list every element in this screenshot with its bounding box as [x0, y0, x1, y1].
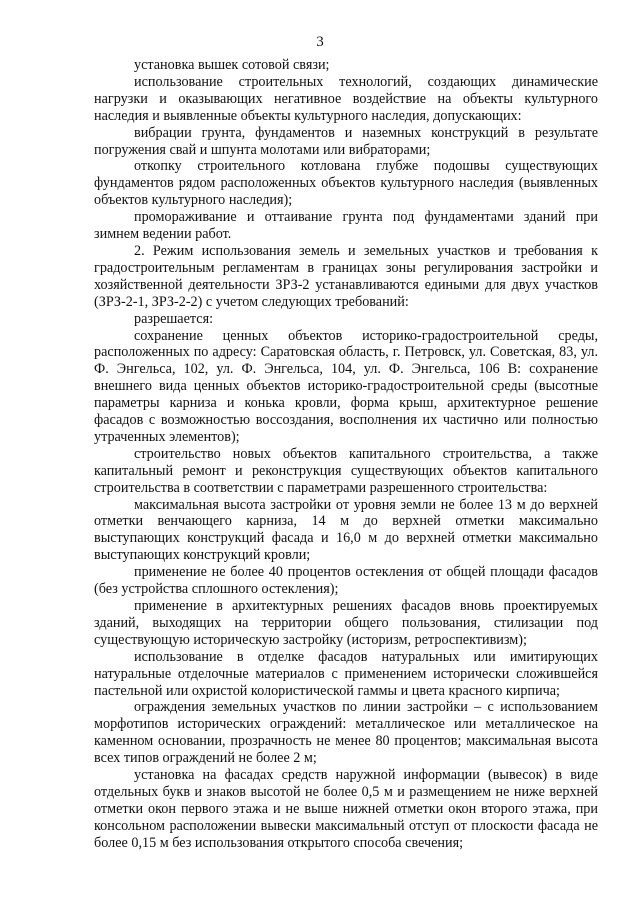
document-body — [94, 57, 598, 852]
paragraph-new-construction: строительство новых объектов капитального строительства, а также капитальный ремонт и реконструкция существующих объектов капитального строительства в соответствии с параметрами разрешенного строительства: — [94, 445, 598, 496]
paragraph-facade-stylization: применение в архитектурных решениях фасадов вновь проектируемых зданий, выходящих на территории общего пользования, стилизации под существующую историческую застройку (историзм, ретроспективизм); — [94, 598, 598, 648]
paragraph-permitted: разрешается: — [134, 310, 214, 327]
paragraph-max-height: максимальная высота застройки от уровня земли не более 13 м до верхней отметки венчающего карниза, 14 м до верхней отметки максимально выступающих конструкций фасада и 16,0 м до верхней отметки максимально выступающих конструкций кровли; — [94, 496, 598, 564]
paragraph-glazing: применение не более 40 процентов остекления от общей площади фасадов (без устройства сплошного остекления); — [94, 564, 598, 598]
paragraph-pit-excavation: откопку строительного котлована глубже подошвы существующих фундаментов рядом расположенных объектов культурного наследия (выявленных объектов культурного наследия); — [94, 158, 598, 209]
paragraph-signage: установка на фасадах средств наружной информации (вывесок) в виде отдельных букв и знаков высотой не более 0,5 м и размещением не ниже верхней отметки окон первого этажа и не выше нижней отметки окон второго этажа, при консольном расположении вывески максимальный отступ от плоскости фасада не более 0,15 м без использования открытого способа свечения; — [94, 767, 598, 851]
paragraph-construction-technologies: использование строительных технологий, создающих динамические нагрузки и оказывающих негативное воздействие на объекты культурного наследия и выявленные объекты культурного наследия, допускающих: — [94, 73, 598, 124]
paragraph-soil-vibrations: вибрации грунта, фундаментов и наземных конструкций в результате погружения свай и шпунта молотами или вибраторами; — [94, 124, 598, 158]
paragraph-soil-freezing: промораживание и оттаивание грунта под фундаментами зданий при зимнем ведении работ. — [94, 209, 598, 243]
paragraph-fences: ограждения земельных участков по линии застройки – с использованием морфотипов исторических ограждений: металлическое или металлическое на каменном основании, прозрачность не менее 80 процентов; максимальная высота всех типов ограждений не более 2 м; — [94, 699, 598, 767]
paragraph-zone-regime: 2. Режим использования земель и земельных участков и требования к градостроительным регламентам в границах зоны регулирования застройки и хозяйственной деятельности ЗРЗ-2 устанавливаются едиными для двух участков (ЗРЗ-2-1, ЗРЗ-2-2) с учетом следующих требований: — [94, 242, 598, 310]
paragraph-preservation: сохранение ценных объектов историко-градостроительной среды, расположенных по адресу: Саратовская область, г. Петровск, ул. Советская, 83, ул. Ф. Энгельса, 102, ул. Ф. Энгельса, 104, ул. Ф. Энгельса, 106 В: сохранение внешнего вида ценных объектов историко-градостроительной среды (высотные параметры карниза и конька кровли, форма крыш, архитектурное решение фасадов с возможностью воссоздания, восполнения их частично или полностью утраченных элементов); — [94, 327, 598, 445]
paragraph-cell-towers: установка вышек сотовой связи; — [134, 57, 330, 73]
paragraph-finishing-materials: использование в отделке фасадов натуральных или имитирующих натуральные отделочные материалов с применением исторически сложившейся пастельной или охристой колористической гаммы и цвета красного кирпича; — [94, 648, 598, 699]
page-number: 3 — [316, 34, 324, 50]
